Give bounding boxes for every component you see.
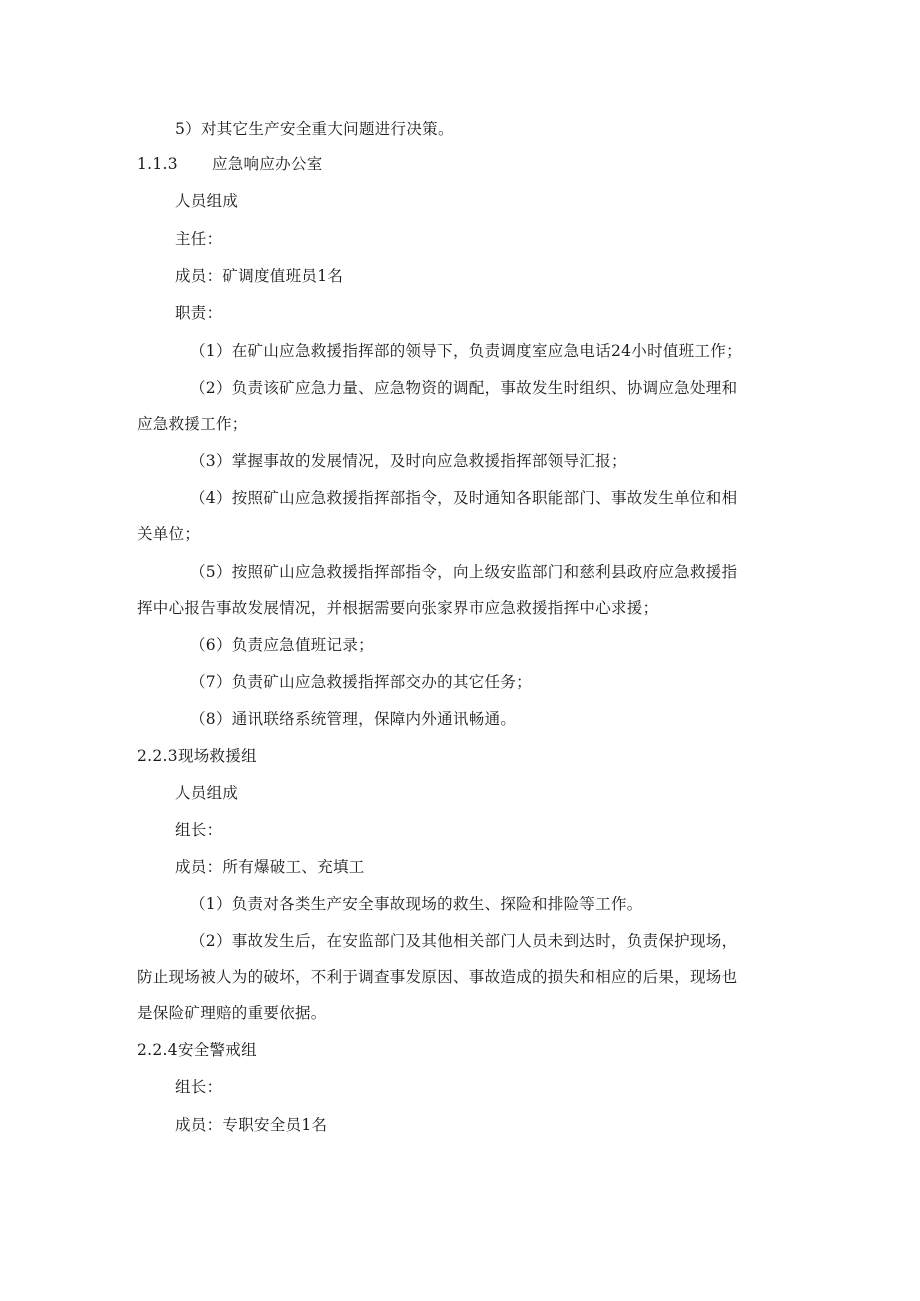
duty-item-5-continued: 挥中心报告事故发展情况，并根据需要向张家界市应急救援指挥中心求援； bbox=[137, 599, 659, 617]
members-line: 成员：矿调度值班员1名 bbox=[175, 267, 344, 285]
section-heading-1-1-3 bbox=[137, 153, 323, 175]
duties-label: 职责： bbox=[175, 304, 223, 322]
duty-item-4: （4）按照矿山应急救援指挥部指令，及时通知各职能部门、事故发生单位和相 bbox=[190, 489, 738, 507]
personnel-composition-label: 人员组成 bbox=[175, 784, 239, 802]
duty-item-2: （2）负责该矿应急力量、应急物资的调配，事故发生时组织、协调应急处理和 bbox=[190, 379, 738, 397]
duty-item-5: （5）按照矿山应急救援指挥部指令，向上级安监部门和慈利县政府应急救援指 bbox=[190, 563, 738, 581]
members-line: 成员：专职安全员1名 bbox=[175, 1116, 328, 1134]
section-number: 1.1.3 bbox=[137, 155, 178, 173]
rescue-duty-item-2: （2）事故发生后，在安监部门及其他相关部门人员未到达时，负责保护现场， bbox=[190, 932, 738, 950]
duty-item-6: （6）负责应急值班记录； bbox=[190, 636, 374, 654]
duty-item-3: （3）掌握事故的发展情况，及时向应急救援指挥部领导汇报； bbox=[190, 452, 627, 470]
group-leader-line: 组长： bbox=[175, 1078, 223, 1096]
rescue-duty-item-1: （1）负责对各类生产安全事故现场的救生、探险和排险等工作。 bbox=[190, 895, 643, 913]
members-line: 成员：所有爆破工、充填工 bbox=[175, 858, 365, 876]
duty-item-1: （1）在矿山应急救援指挥部的领导下，负责调度室应急电话24小时值班工作； bbox=[190, 342, 742, 360]
decision-item-5: 5）对其它生产安全重大问题进行决策。 bbox=[175, 120, 454, 138]
section-heading-2-2-3: 2.2.3现场救援组 bbox=[137, 747, 257, 765]
section-heading-2-2-4: 2.2.4安全警戒组 bbox=[137, 1041, 257, 1059]
duty-item-4-continued: 关单位； bbox=[137, 525, 201, 543]
section-title: 应急响应办公室 bbox=[211, 155, 323, 173]
rescue-duty-item-2-continued-2: 是保险矿理赔的重要依据。 bbox=[137, 1004, 327, 1022]
duty-item-2-continued: 应急救援工作； bbox=[137, 415, 248, 433]
group-leader-line: 组长： bbox=[175, 821, 223, 839]
director-line: 主任： bbox=[175, 230, 223, 248]
rescue-duty-item-2-continued: 防止现场被人为的破坏，不利于调查事发原因、事故造成的损失和相应的后果，现场也 bbox=[137, 968, 738, 986]
duty-item-7: （7）负责矿山应急救援指挥部交办的其它任务； bbox=[190, 673, 532, 691]
personnel-composition-label: 人员组成 bbox=[175, 192, 239, 210]
duty-item-8: （8）通讯联络系统管理，保障内外通讯畅通。 bbox=[190, 710, 517, 728]
